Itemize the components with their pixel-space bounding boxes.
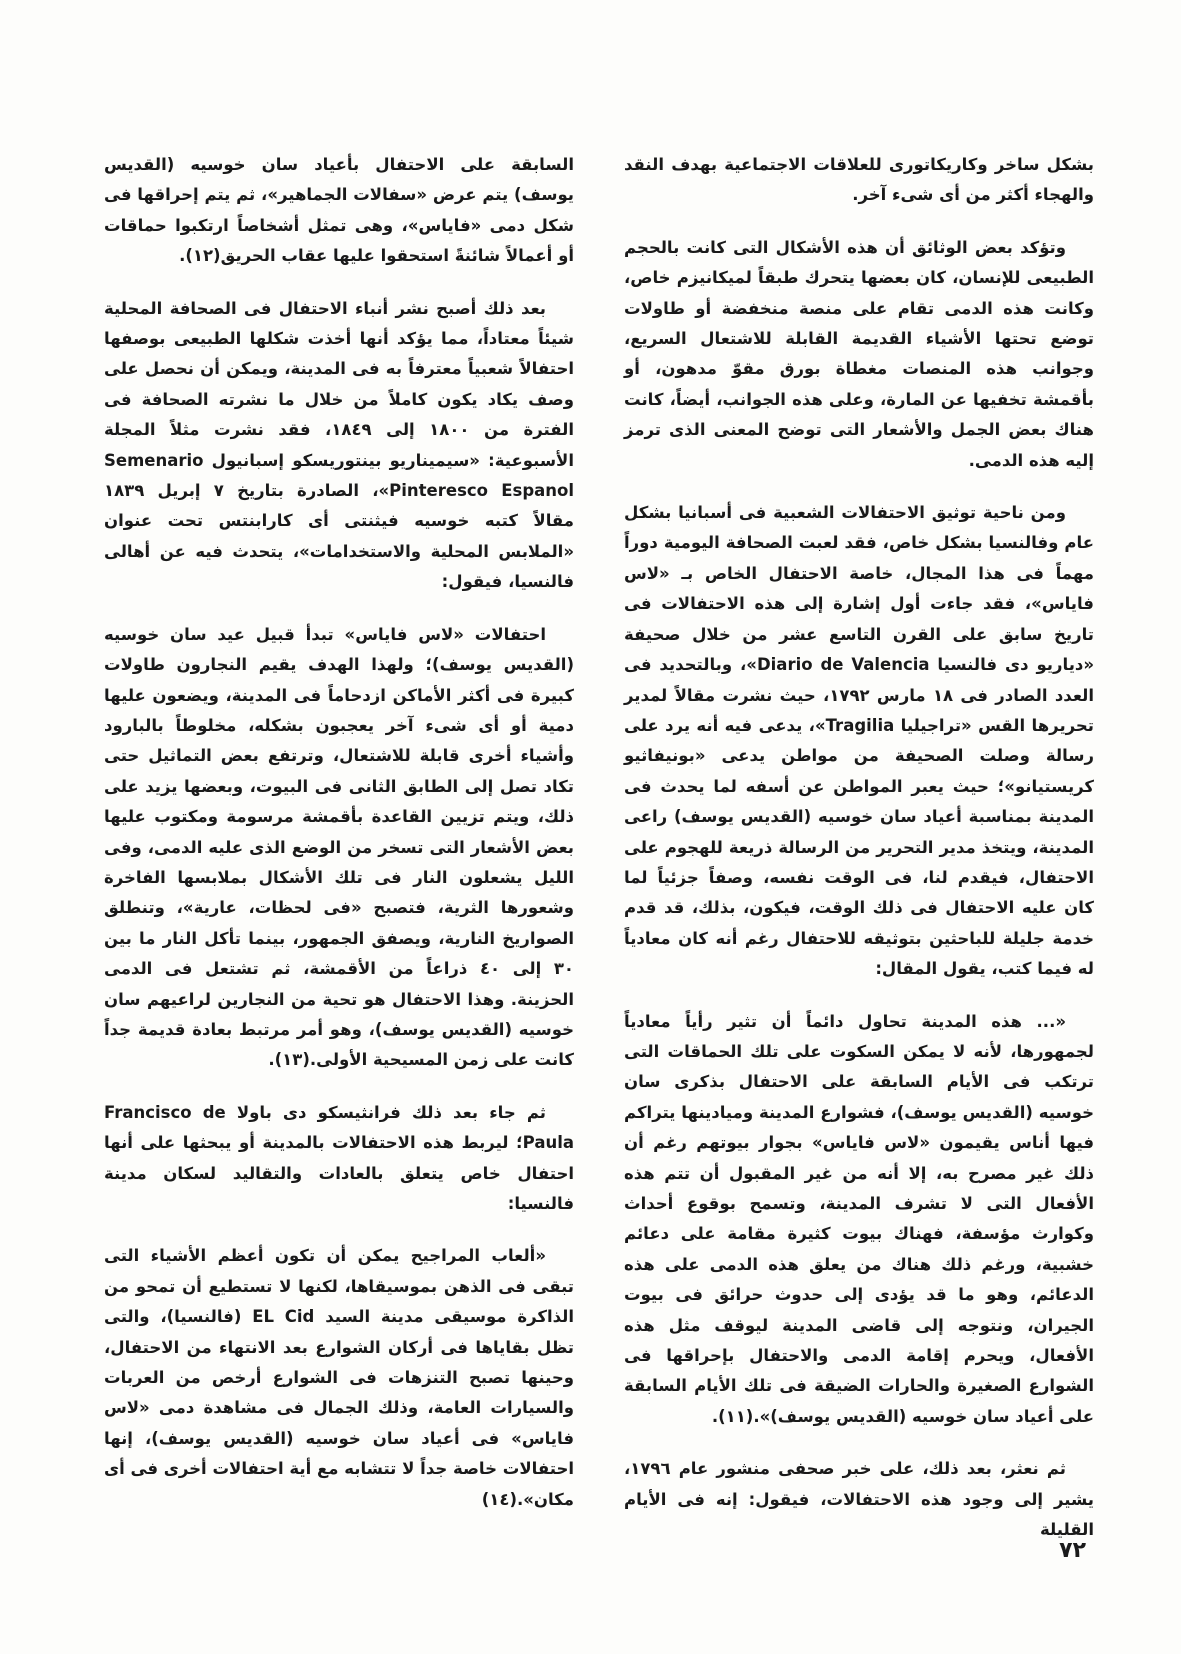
paragraph: وتؤكد بعض الوثائق أن هذه الأشكال التى كانت بالحجم الطبيعى للإنسان، كان بعضها يتحرك طبقاً لميكانيزم خاص، وكانت هذه الدمى تقام على منصة منخفضة أو طاولات توضع تحتها الأشياء القديمة القابلة للاشتعال السريع، وجوانب هذه المنصات مغطاة بورق مقوّ مدهون، أو بأقمشة تخفيها عن المارة، وعلى هذه الجوانب، أيضاً، كانت هناك بعض الجمل والأشعار التى توضح المعنى الذى ترمز إليه هذه الدمى. bbox=[624, 237, 1094, 470]
paragraph: بعد ذلك أصبح نشر أنباء الاحتفال فى الصحافة المحلية شيئاً معتاداً، مما يؤكد أنها أخذت شكلها الطبيعى بوصفها احتفالاً شعبياً معترفاً به فى المدينة، ويمكن أن نحصل على وصف يكاد يكون كاملاً من خلال ما نشرته الصحافة فى الفترة من ١٨٠٠ إلى ١٨٤٩، فقد نشرت مثلاً المجلة الأسبوعية: «سيميناريو بينتوريسكو إسبانيول Semenario Pinteresco Espanol»، الصادرة بتاريخ ٧ إبريل ١٨٣٩ مقالاً كتبه خوسيه فيثنتى أى كارابنتس تحت عنوان «الملابس المحلية والاستخدامات»، يتحدث فيه عن أهالى فالنسيا، فيقول: bbox=[104, 298, 575, 592]
paragraph: السابقة على الاحتفال بأعياد سان خوسيه (القديس يوسف) يتم عرض «سفالات الجماهير»، ثم يتم إحراقها فى شكل دمى «فاياس»، وهى تمثل أشخاصاً ارتكبوا حماقات أو أعمالاً شائنةً استحقوا عليها عقاب الحريق(١٢). bbox=[104, 155, 574, 266]
page-number: ٧٢ bbox=[1059, 1538, 1086, 1563]
quote-paragraph: احتفالات «لاس فاياس» تبدأ قبيل عيد سان خوسيه (القديس يوسف)؛ ولهذا الهدف يقيم النجارون طاولات كبيرة فى أكثر الأماكن ازدحاماً فى المدينة، ويضعون عليها دمية أو أى شىء آخر يعجبون بشكله، مخلوطاً بالبارود وأشياء أخرى قابلة للاشتعال، وترتفع بعض التماثيل حتى تكاد تصل إلى الطابق الثانى فى البيوت، وبعضها يزيد على ذلك، ويتم تزيين القاعدة بأقمشة مرسومة ومكتوب عليها بعض الأشعار التى تسخر من الوضع الذى عليه الدمى، وفى الليل يشعلون النار فى تلك الأشكال بملابسها الفاخرة وشعورها الثرية، فتصبح «فى لحظات، عارية»، وتنطلق الصواريخ النارية، ويصفق الجمهور، بينما تأكل النار ما بين ٣٠ إلى ٤٠ ذراعاً من الأقمشة، ثم تشتعل فى الدمى الحزينة. وهذا الاحتفال هو تحية من النجارين لراعيهم سان خوسيه (القديس يوسف)، وهو أمر مرتبط بعادة قديمة جداً كانت على زمن المسيحية الأولى.(١٣). bbox=[104, 624, 574, 1070]
paragraph: ثم جاء بعد ذلك فرانثيسكو دى باولا Francisco de Paula؛ ليربط هذه الاحتفالات بالمدينة أو يبحثها على أنها احتفال خاص يتعلق بالعادات والتقاليد لسكان مدينة فالنسيا: bbox=[104, 1102, 574, 1213]
paragraph: ومن ناحية توثيق الاحتفالات الشعبية فى أسبانيا بشكل عام وفالنسيا بشكل خاص، فقد لعبت الصحافة اليومية دوراً مهماً فى هذا المجال، خاصة الاحتفال الخاص بـ «لاس فاياس»، فقد جاءت أول إشارة إلى هذه الاحتفالات فى تاريخ سابق على القرن التاسع عشر من خلال صحيفة «دياريو دى فالنسيا Diario de Valencia»، وبالتحديد فى العدد الصادر فى ١٨ مارس ١٧٩٢، حيث نشرت مقالاً لمدير تحريرها القس «تراجيليا Tragilia»، يدعى فيه أنه يرد على رسالة وصلت الصحيفة من مواطن يدعى «بونيفاثيو كريستيانو»؛ حيث يعبر المواطن عن أسفه لما يحدث فى المدينة بمناسبة أعياد سان خوسيه (القديس يوسف) راعى المدينة، ويتخذ مدير التحرير من الرسالة ذريعة للهجوم على الاحتفال، فيقدم لنا، فى الوقت نفسه، وصفاً جزئياً لما كان عليه الاحتفال فى ذلك الوقت، فيكون، بذلك، قد قدم خدمة جليلة للباحثين بتوثيقه للاحتفال رغم أنه كان معادياً له فيما كتب، يقول المقال: bbox=[624, 503, 1095, 979]
paragraph: ثم نعثر، بعد ذلك، على خبر صحفى منشور عام ١٧٩٦، يشير إلى وجود هذه الاحتفالات، فيقول: إنه فى الأيام القليلة bbox=[624, 1459, 1094, 1540]
right-text-column bbox=[624, 150, 1094, 1567]
quote-paragraph: «ألعاب المراجيح يمكن أن تكون أعظم الأشياء التى تبقى فى الذهن بموسيقاها، لكنها لا تستطيع أن تمحو من الذاكرة موسيقى مدينة السيد EL Cid (فالنسيا)، والتى تظل بقاياها فى أركان الشوارع بعد الانتهاء من الاحتفال، وحينها تصبح التنزهات فى الشوارع أرخص من العربات والسيارات العامة، وذلك الجمال فى مشاهدة دمى «لاس فاياس» فى أعياد سان خوسيه (القديس يوسف)، إنها احتفالات خاصة جداً لا تتشابه مع أية احتفالات أخرى فى أى مكان».(١٤) bbox=[104, 1246, 574, 1509]
quote-paragraph: «... هذه المدينة تحاول دائماً أن تثير رأياً معادياً لجمهورها، لأنه لا يمكن السكوت على تلك الحماقات التى ترتكب فى الأيام السابقة على الاحتفال بذكرى سان خوسيه (القديس يوسف)، فشوارع المدينة وميادينها يتراكم فيها أناس يقيمون «لاس فاياس» بجوار بيوتهم رغم أن ذلك غير مصرح به، إلا أنه من غير المقبول أن تتم هذه الأفعال التى لا تشرف المدينة، وتسمح بوقوع أحداث وكوارث مؤسفة، فهناك بيوت كثيرة مقامة على دعائم خشبية، ورغم ذلك هناك من يعلق هذه الدمى على هذه الدعائم، وهو ما قد يؤدى إلى حدوث حرائق فى بيوت الجيران، ونتوجه إلى قاضى المدينة ليوقف مثل هذه الأفعال، ويحرم إقامة الدمى والاحتفال بإحراقها فى الشوارع الصغيرة والحارات الضيقة فى تلك الأيام السابقة على أعياد سان خوسيه (القديس يوسف)».(١١). bbox=[624, 1011, 1094, 1426]
left-text-column bbox=[104, 150, 574, 1537]
paragraph: بشكل ساخر وكاريكاتورى للعلاقات الاجتماعية بهدف النقد والهجاء أكثر من أى شىء آخر. bbox=[624, 155, 1094, 205]
